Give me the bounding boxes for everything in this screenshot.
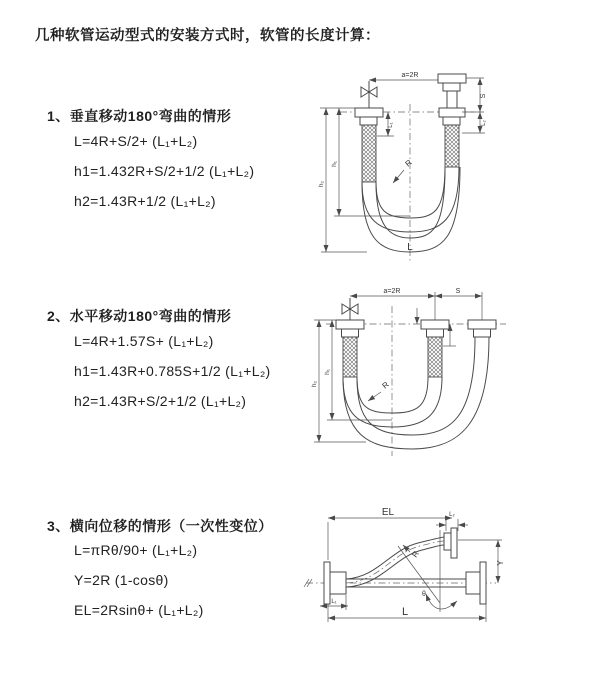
dimension-h2 <box>318 108 367 252</box>
section-1-formula-L: L=4R+S/2+ (L₁+L₂) <box>74 133 198 149</box>
right-fitting <box>438 74 466 167</box>
dim-label-h1: h₁ <box>331 161 338 167</box>
section-3-formula-Y: Y=2R (1-cosθ) <box>74 572 169 588</box>
dim-label-h2: h₂ <box>311 380 318 388</box>
hose-u-curves <box>343 337 489 449</box>
diagram-vertical-180-bend <box>312 66 592 266</box>
diagram-horizontal-180-bend <box>306 284 598 462</box>
section-3-formula-L: L=πRθ/90+ (L₁+L₂) <box>74 542 198 558</box>
section-3-heading: 3、横向位移的情形（一次性变位） <box>47 518 273 534</box>
radius-label: R <box>410 549 421 560</box>
hose-u-curves <box>362 167 460 252</box>
dimension-s <box>435 288 482 296</box>
dimension-el <box>328 507 452 560</box>
upper-flange <box>444 528 457 558</box>
radius-annotation <box>368 380 391 401</box>
section-2-formula-L: L=4R+1.57S+ (L₁+L₂) <box>74 333 214 349</box>
dim-label-l1: L₁ <box>331 599 337 605</box>
right-flange <box>466 562 486 604</box>
section-1-formula-h1: h1=1.432R+S/2+1/2 (L₁+L₂) <box>74 163 255 179</box>
page-title: 几种软管运动型式的安装方式时，软管的长度计算： <box>35 28 380 44</box>
dim-label-l1: L₁ <box>388 122 394 128</box>
dim-label-l: L <box>401 606 409 618</box>
section-1-heading: 1、垂直移动180°弯曲的情形 <box>47 108 232 124</box>
dim-label-y: Y <box>496 560 505 566</box>
dim-label-s: S <box>455 288 461 295</box>
length-label: L <box>407 242 413 253</box>
dim-label-l2: L₂ <box>449 512 455 518</box>
valve-icon <box>361 81 377 108</box>
dimension-l <box>328 604 486 622</box>
dimension-h2 <box>311 320 366 442</box>
dim-label-h1: h₁ <box>324 369 331 375</box>
dim-label-el: EL <box>381 507 395 518</box>
section-3-formula-EL: EL=2Rsinθ+ (L₁+L₂) <box>74 602 204 618</box>
section-2-heading: 2、水平移动180°弯曲的情形 <box>47 308 232 324</box>
radius-label: R <box>380 379 391 391</box>
dim-label-a2r: a=2R <box>401 72 419 79</box>
dim-label-h2: h₂ <box>318 180 325 188</box>
middle-fitting <box>421 320 449 377</box>
dim-label-l2: L₂ <box>481 120 487 126</box>
section-1-formula-h2: h2=1.43R+1/2 (L₁+L₂) <box>74 193 216 209</box>
diagram-lateral-displacement <box>300 500 600 658</box>
radius-label: R <box>403 157 414 169</box>
section-2-formula-h1: h1=1.43R+0.785S+1/2 (L₁+L₂) <box>74 363 271 379</box>
radius-annotation <box>393 158 414 183</box>
angle-label: θ <box>422 591 426 598</box>
dimension-a2r <box>350 288 435 296</box>
section-2-formula-h2: h2=1.43R+S/2+1/2 (L₁+L₂) <box>74 393 247 409</box>
left-flange <box>324 562 346 604</box>
right-fitting <box>468 320 496 337</box>
left-fitting <box>336 320 364 377</box>
dimension-l2 <box>462 112 487 133</box>
valve-icon <box>342 298 358 322</box>
left-fitting <box>355 108 383 182</box>
dim-label-a2r: a=2R <box>383 288 401 295</box>
angle-annotation <box>422 591 457 609</box>
dim-label-s: S <box>480 93 487 99</box>
